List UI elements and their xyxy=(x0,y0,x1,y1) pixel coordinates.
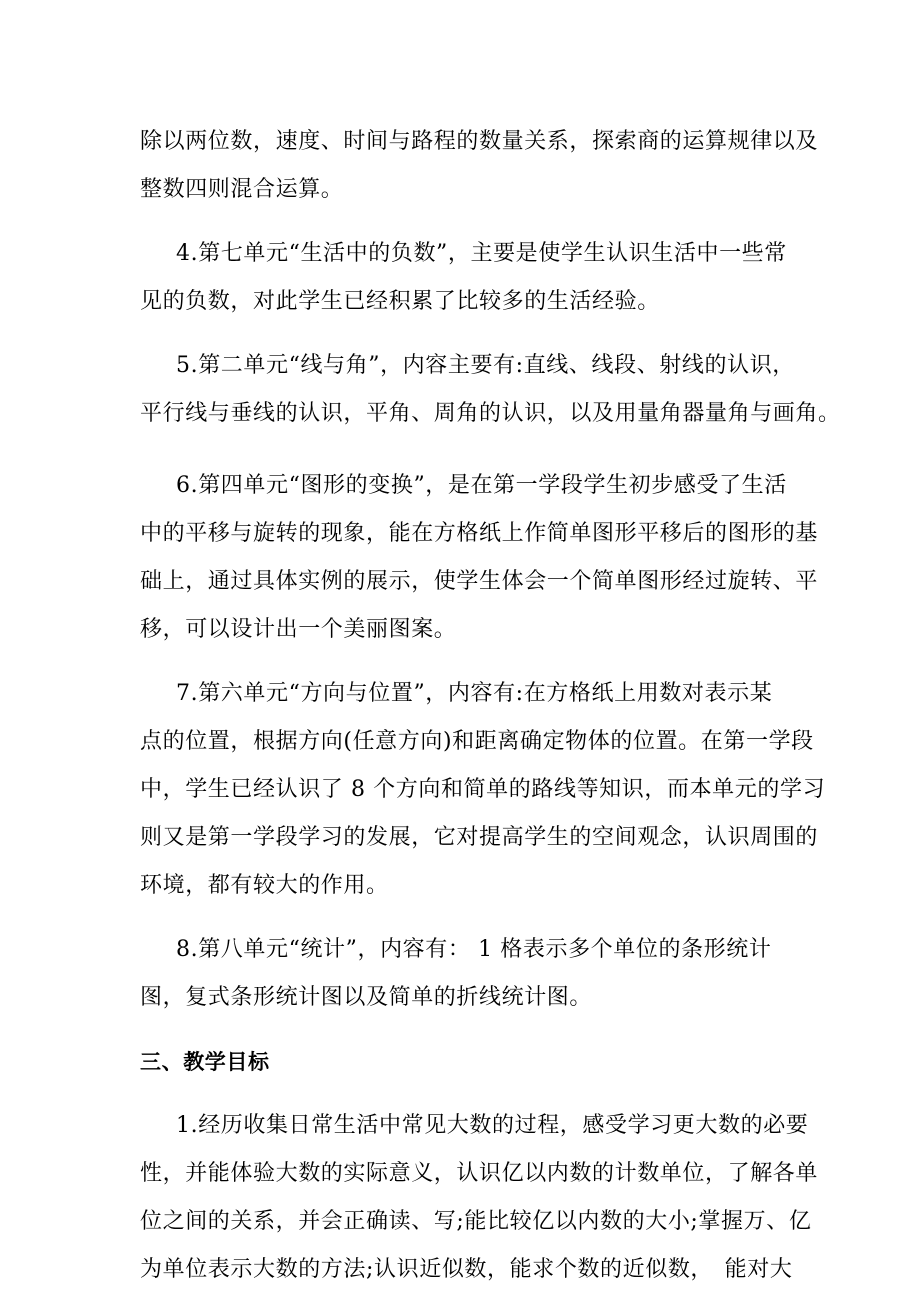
paragraph-unit-6 xyxy=(140,670,826,910)
text-line: 平行线与垂线的认识，平角、周角的认识，以及用量角器量角与画角。 xyxy=(140,401,841,426)
text-line: 则又是第一学段学习的发展，它对提高学生的空间观念，认识周围的 xyxy=(140,825,819,850)
paragraph-gap xyxy=(140,214,792,230)
text-line: 为单位表示大数的方法;认识近似数，能求个数的近似数， 能对大 xyxy=(140,1257,793,1282)
text-line: 位之间的关系，并会正确读、写;能比较亿以内数的大小;掌握万、亿 xyxy=(140,1209,812,1234)
paragraph-continuation xyxy=(140,118,819,214)
text-line: 移，可以设计出一个美丽图案。 xyxy=(140,617,457,642)
paragraph-unit-4 xyxy=(140,462,819,654)
paragraph-gap xyxy=(140,910,792,926)
text-line: 图，复式条形统计图以及简单的折线统计图。 xyxy=(140,985,593,1010)
section-heading: 三、教学目标 xyxy=(140,1050,270,1074)
paragraph-gap xyxy=(140,438,792,462)
text-line: 6.第四单元“图形的变换”，是在第一学段学生初步感受了生活 xyxy=(176,473,787,498)
paragraph-gap xyxy=(140,326,792,342)
text-line: 整数四则混合运算。 xyxy=(140,177,344,202)
paragraph-gap xyxy=(140,1086,792,1102)
text-line: 5.第二单元“线与角”，内容主要有:直线、线段、射线的认识， xyxy=(176,353,795,378)
paragraph-unit-2 xyxy=(140,342,841,438)
paragraph-gap xyxy=(140,654,792,670)
paragraph-unit-8 xyxy=(140,926,792,1022)
text-line: 8.第八单元“统计”，内容有： 1 格表示多个单位的条形统计 xyxy=(176,937,772,962)
text-line: 环境，都有较大的作用。 xyxy=(140,873,389,898)
text-line: 1.经历收集日常生活中常见大数的过程，感受学习更大数的必要 xyxy=(176,1113,809,1138)
paragraph-gap xyxy=(140,1022,792,1038)
text-line: 中的平移与旋转的现象，能在方格纸上作简单图形平移后的图形的基 xyxy=(140,521,819,546)
text-line: 中，学生已经认识了 8 个方向和简单的路线等知识，而本单元的学习 xyxy=(140,777,826,802)
paragraph-unit-7 xyxy=(140,230,792,326)
text-line: 础上，通过具体实例的展示，使学生体会一个简单图形经过旋转、平 xyxy=(140,569,819,594)
paragraph-goal-1 xyxy=(140,1102,819,1294)
text-line: 性，并能体验大数的实际意义，认识亿以内数的计数单位，了解各单 xyxy=(140,1161,819,1186)
text-line: 点的位置，根据方向(任意方向)和距离确定物体的位置。在第一学段 xyxy=(140,729,814,754)
text-line: 7.第六单元“方向与位置”，内容有:在方格纸上用数对表示某 xyxy=(176,681,773,706)
text-line: 除以两位数，速度、时间与路程的数量关系，探索商的运算规律以及 xyxy=(140,129,819,154)
text-line: 见的负数，对此学生已经积累了比较多的生活经验。 xyxy=(140,289,660,314)
text-line: 4.第七单元“生活中的负数”，主要是使学生认识生活中一些常 xyxy=(176,241,787,266)
